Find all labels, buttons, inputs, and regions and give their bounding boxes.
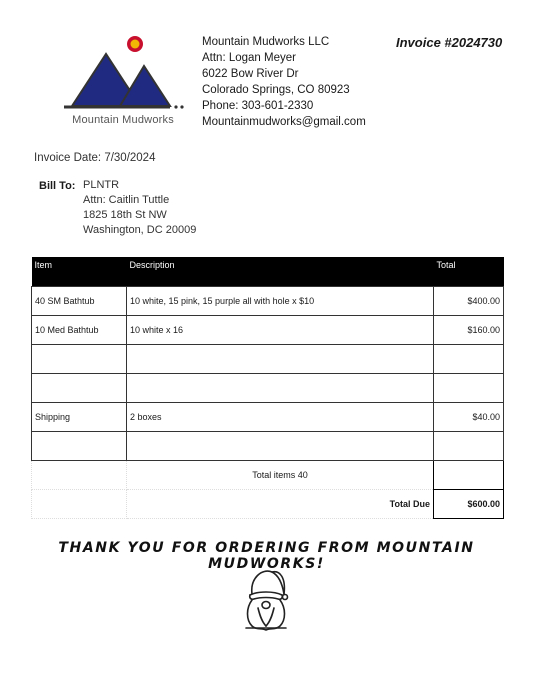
bill-to-street: 1825 18th St NW — [83, 209, 167, 221]
row-total — [434, 374, 504, 403]
company-attn: Attn: Logan Meyer — [202, 52, 296, 64]
table-row — [32, 345, 504, 374]
invoice-title: Invoice #2024730 — [396, 35, 503, 50]
row-description — [127, 374, 434, 403]
invoice-table — [31, 257, 504, 519]
table-row — [32, 374, 504, 403]
header-description: Description — [127, 257, 434, 287]
invoice-date: Invoice Date: 7/30/2024 — [34, 152, 156, 164]
table-row — [32, 432, 504, 461]
row-item: 10 Med Bathtub — [32, 316, 127, 345]
thank-you-message: THANK YOU FOR ORDERING FROM MOUNTAIN MUDWORKS! — [58, 540, 475, 572]
table-row — [32, 316, 504, 345]
header-total: Total — [434, 257, 504, 287]
row-description: 10 white, 15 pink, 15 purple all with hole x $10 — [127, 287, 434, 316]
total-items-row — [32, 461, 504, 490]
row-description: 2 boxes — [127, 403, 434, 432]
logo-text: Mountain Mudworks — [72, 114, 174, 126]
row-description: 10 white x 16 — [127, 316, 434, 345]
table-row — [32, 403, 504, 432]
table-header — [32, 257, 504, 287]
bill-to-attn: Attn: Caitlin Tuttle — [83, 194, 170, 206]
row-item: 40 SM Bathtub — [32, 287, 127, 316]
row-description — [127, 345, 434, 374]
company-address — [202, 34, 366, 130]
row-total — [434, 432, 504, 461]
total-due-label: Total Due — [127, 490, 434, 519]
total-due-value: $600.00 — [434, 490, 504, 519]
company-phone: Phone: 303-601-2330 — [202, 100, 314, 112]
total-items: Total items 40 — [127, 461, 434, 490]
company-email: Mountainmudworks@gmail.com — [202, 116, 366, 128]
row-item — [32, 345, 127, 374]
row-item — [32, 374, 127, 403]
company-city: Colorado Springs, CO 80923 — [202, 84, 350, 96]
row-total — [434, 345, 504, 374]
row-total: $40.00 — [434, 403, 504, 432]
total-due-row — [32, 490, 504, 519]
row-total: $160.00 — [434, 316, 504, 345]
company-name: Mountain Mudworks LLC — [202, 36, 330, 48]
table-row — [32, 287, 504, 316]
row-item — [32, 432, 127, 461]
bill-to-label: Bill To: — [39, 180, 76, 192]
bill-to-name: PLNTR — [83, 179, 120, 191]
header-item: Item — [32, 257, 127, 287]
row-item: Shipping — [32, 403, 127, 432]
row-total: $400.00 — [434, 287, 504, 316]
bill-to-address — [83, 178, 196, 238]
gnome-icon — [240, 564, 290, 634]
bill-to-city: Washington, DC 20009 — [83, 224, 197, 236]
row-description — [127, 432, 434, 461]
company-street: 6022 Bow River Dr — [202, 68, 299, 80]
